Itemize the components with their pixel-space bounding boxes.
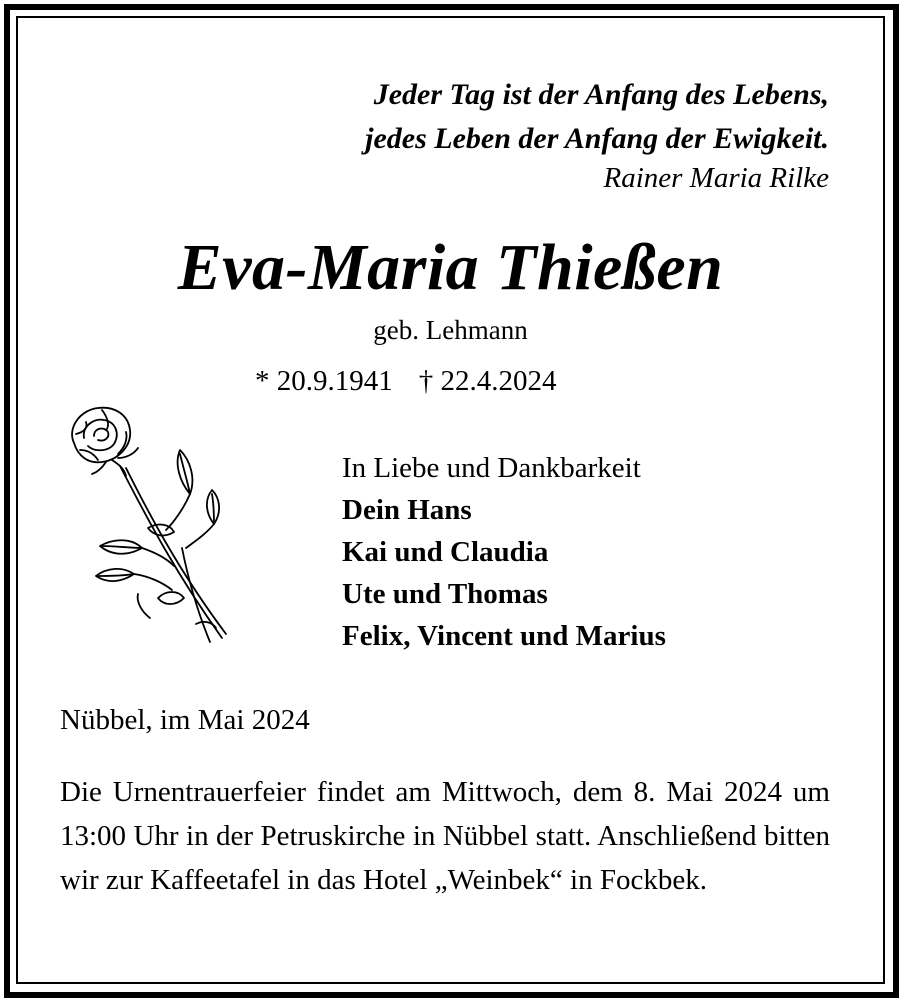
quote-line-2: jedes Leben der Anfang der Ewigkeit. bbox=[365, 122, 829, 155]
quote-line-1: Jeder Tag ist der Anfang des Lebens, bbox=[373, 78, 829, 111]
birth-name: geb. Lehmann bbox=[373, 315, 528, 345]
quote-author: Rainer Maria Rilke bbox=[603, 162, 829, 194]
mourners-intro: In Liebe und Dankbarkeit bbox=[342, 452, 641, 484]
place-and-date: Nübbel, im Mai 2024 bbox=[60, 704, 310, 736]
mourners-block bbox=[342, 447, 666, 657]
mourner-name: Kai und Claudia bbox=[342, 536, 549, 568]
birth-date: * 20.9.1941 bbox=[255, 365, 393, 397]
mourner-name: Felix, Vincent und Marius bbox=[342, 620, 666, 652]
deceased-name: Eva-Maria Thießen bbox=[177, 231, 724, 304]
life-dates bbox=[255, 362, 557, 400]
quote bbox=[365, 73, 829, 161]
mourner-name: Dein Hans bbox=[342, 494, 472, 526]
rose-icon bbox=[62, 398, 242, 648]
mourner-name: Ute und Thomas bbox=[342, 578, 548, 610]
death-date: † 22.4.2024 bbox=[418, 365, 557, 397]
funeral-notice: Die Urnentrauerfeier findet am Mittwoch, dem 8. Mai 2024 um 13:00 Uhr in der Petruskirche in Nübbel statt. Anschließend bitten wir zur Kaffeetafel in das Hotel „Weinbek“ in Fockbek. bbox=[60, 776, 830, 896]
